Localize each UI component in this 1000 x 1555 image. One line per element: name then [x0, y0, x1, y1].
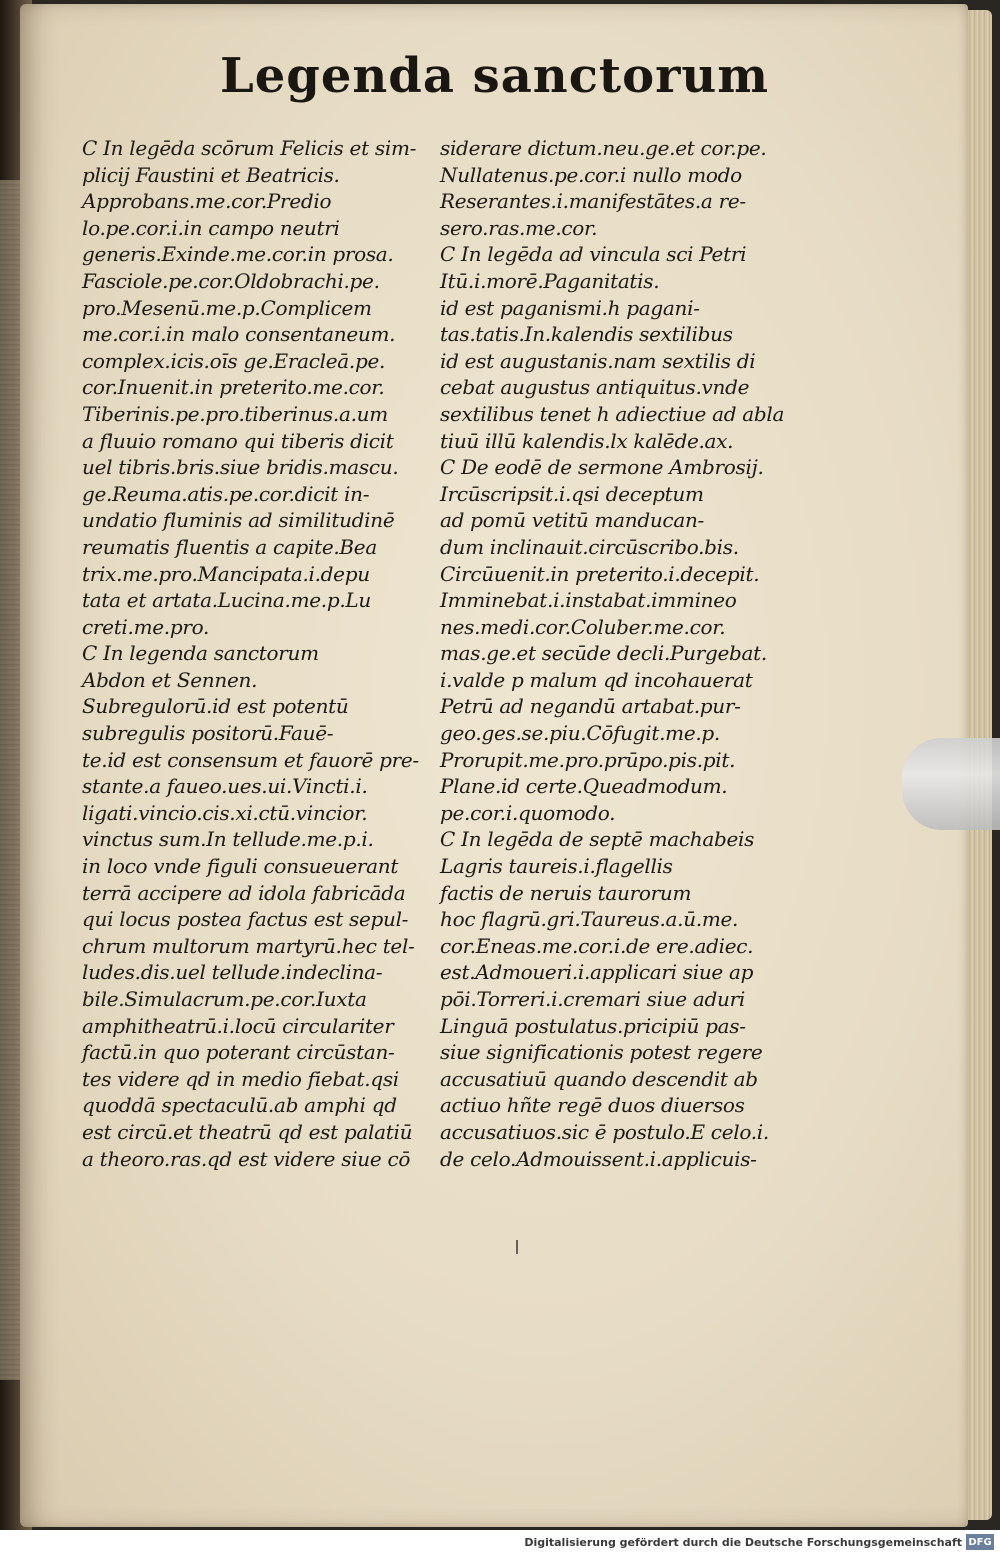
text-line: tiuū illū kalendis.lx kalēde.ax.: [440, 428, 734, 453]
text-line: tes videre qd in medio fiebat.qsi: [82, 1066, 399, 1091]
text-line: Itū.i.morē.Paganitatis.: [440, 268, 660, 293]
text-line: factū.in quo poterant circūstan-: [82, 1040, 395, 1065]
text-line: Ircūscripsit.i.qsi deceptum: [440, 481, 704, 506]
text-line: Tiberinis.pe.pro.tiberinus.a.um: [82, 401, 388, 426]
text-line: mas.ge.et secūde decli.Purgebat.: [440, 641, 767, 666]
text-line: uel tibris.bris.siue bridis.mascu.: [82, 455, 399, 480]
text-line: C In legēda de septē machabeis: [440, 827, 755, 852]
text-line: Fasciole.pe.cor.Oldobrachi.pe.: [82, 268, 380, 293]
text-line: est circū.et theatrū qd est palatiū: [82, 1119, 413, 1144]
text-line: id est paganismi.h pagani-: [440, 295, 700, 320]
text-line: Plane.id certe.Queadmodum.: [440, 774, 728, 799]
text-line: stante.a faueo.ues.ui.Vincti.i.: [82, 774, 368, 799]
text-line: trix.me.pro.Mancipata.i.depu: [82, 561, 370, 586]
text-line: C In legēda scōrum Felicis et sim-: [82, 136, 417, 160]
text-line: pe.cor.i.quomodo.: [440, 800, 616, 825]
text-line: C De eodē de sermone Ambrosij.: [440, 455, 764, 480]
text-line: geo.ges.se.piu.Cōfugit.me.p.: [440, 721, 720, 746]
text-line: qui locus postea factus est sepul-: [82, 907, 409, 932]
text-line: Lagris taureis.i.flagellis: [440, 854, 673, 879]
text-line: ludes.dis.uel tellude.indeclina-: [82, 960, 383, 985]
text-line: amphitheatrū.i.locū circulariter: [82, 1013, 394, 1038]
text-line: te.id est consensum et fauorē pre-: [82, 747, 419, 772]
text-line: cebat augustus antiquitus.vnde: [440, 375, 750, 400]
text-line: Nullatenus.pe.cor.i nullo modo: [440, 162, 742, 187]
text-line: Linguā postulatus.pricipiū pas-: [440, 1013, 746, 1038]
left-text-column: [82, 135, 432, 1172]
text-line: Reserantes.i.manifestātes.a re-: [440, 189, 746, 214]
text-line: Petrū ad negandū artabat.pur-: [440, 694, 741, 719]
text-line: tata et artata.Lucina.me.p.Lu: [82, 588, 371, 613]
text-line: id est augustanis.nam sextilis di: [440, 348, 756, 373]
text-line: siderare dictum.neu.ge.et cor.pe.: [440, 136, 767, 160]
text-line: factis de neruis taurorum: [440, 880, 692, 905]
text-line: actiuo hñte regē duos diuersos: [440, 1093, 745, 1118]
text-line: pro.Mesenū.me.p.Complicem: [82, 295, 372, 320]
text-line: C In legenda sanctorum: [82, 641, 319, 666]
text-line: plicij Faustini et Beatricis.: [82, 162, 340, 187]
text-line: pōi.Torreri.i.cremari siue aduri: [440, 987, 745, 1011]
text-line: siue significationis potest regere: [440, 1040, 763, 1065]
text-line: hoc flagrū.gri.Taureus.a.ū.me.: [440, 907, 739, 932]
text-line: i.valde p malum qd incohauerat: [440, 667, 753, 692]
text-line: accusatiuū quando descendit ab: [440, 1066, 758, 1091]
text-line: Imminebat.i.instabat.immineo: [440, 588, 737, 613]
text-line: Prorupit.me.pro.prūpo.pis.pit.: [440, 747, 736, 772]
page-clip: [902, 738, 1000, 830]
text-line: sero.ras.me.cor.: [440, 215, 598, 240]
text-line: cor.Inuenit.in preterito.me.cor.: [82, 375, 385, 400]
text-line: de celo.Admouissent.i.applicuis-: [440, 1146, 757, 1171]
text-line: subregulis positorū.Fauē-: [82, 721, 334, 746]
text-line: cor.Eneas.me.cor.i.de ere.adiec.: [440, 933, 754, 958]
text-line: generis.Exinde.me.cor.in prosa.: [82, 242, 394, 267]
text-line: C In legēda ad vincula sci Petri: [440, 242, 747, 267]
text-line: est.Admoueri.i.applicari siue ap: [440, 960, 754, 985]
text-line: ad pomū vetitū manducan-: [440, 508, 704, 533]
text-line: Subregulorū.id est potentū: [82, 694, 349, 719]
text-line: tas.tatis.In.kalendis sextilibus: [440, 322, 733, 347]
text-line: accusatiuos.sic ē postulo.E celo.i.: [440, 1119, 769, 1144]
text-line: ligati.vincio.cis.xi.ctū.vincior.: [82, 800, 368, 825]
right-text-column: [440, 135, 790, 1172]
text-line: bile.Simulacrum.pe.cor.Iuxta: [82, 987, 367, 1011]
text-line: a fluuio romano qui tiberis dicit: [82, 428, 394, 453]
dfg-logo: DFG: [966, 1534, 994, 1550]
text-line: Abdon et Sennen.: [82, 667, 258, 692]
text-line: reumatis fluentis a capite.Bea: [82, 534, 377, 559]
text-line: creti.me.pro.: [82, 614, 210, 639]
text-line: a theoro.ras.qd est videre siue cō: [82, 1146, 411, 1171]
text-line: ge.Reuma.atis.pe.cor.dicit in-: [82, 481, 370, 506]
text-line: Approbans.me.cor.Predio: [82, 189, 332, 214]
ink-mark: [516, 1240, 518, 1254]
text-line: Circūuenit.in preterito.i.decepit.: [440, 561, 760, 586]
text-line: terrā accipere ad idola fabricāda: [82, 880, 406, 905]
text-line: dum inclinauit.circūscribo.bis.: [440, 534, 739, 559]
text-line: quoddā spectaculū.ab amphi qd: [82, 1093, 397, 1118]
text-line: vinctus sum.In tellude.me.p.i.: [82, 827, 374, 852]
text-line: undatio fluminis ad similitudinē: [82, 508, 395, 533]
text-line: chrum multorum martyrū.hec tel-: [82, 933, 415, 958]
text-line: me.cor.i.in malo consentaneum.: [82, 322, 396, 347]
text-line: nes.medi.cor.Coluber.me.cor.: [440, 614, 726, 639]
text-line: sextilibus tenet h adiectiue ad abla: [440, 401, 785, 426]
text-line: complex.icis.oīs ge.Eracleā.pe.: [82, 348, 386, 373]
running-title: Legenda sanctorum: [220, 48, 770, 104]
digitization-credit: Digitalisierung gefördert durch die Deutsche Forschungsgemeinschaft: [524, 1536, 962, 1549]
text-line: in loco vnde figuli consueuerant: [82, 854, 399, 879]
text-line: lo.pe.cor.i.in campo neutri: [82, 215, 340, 240]
